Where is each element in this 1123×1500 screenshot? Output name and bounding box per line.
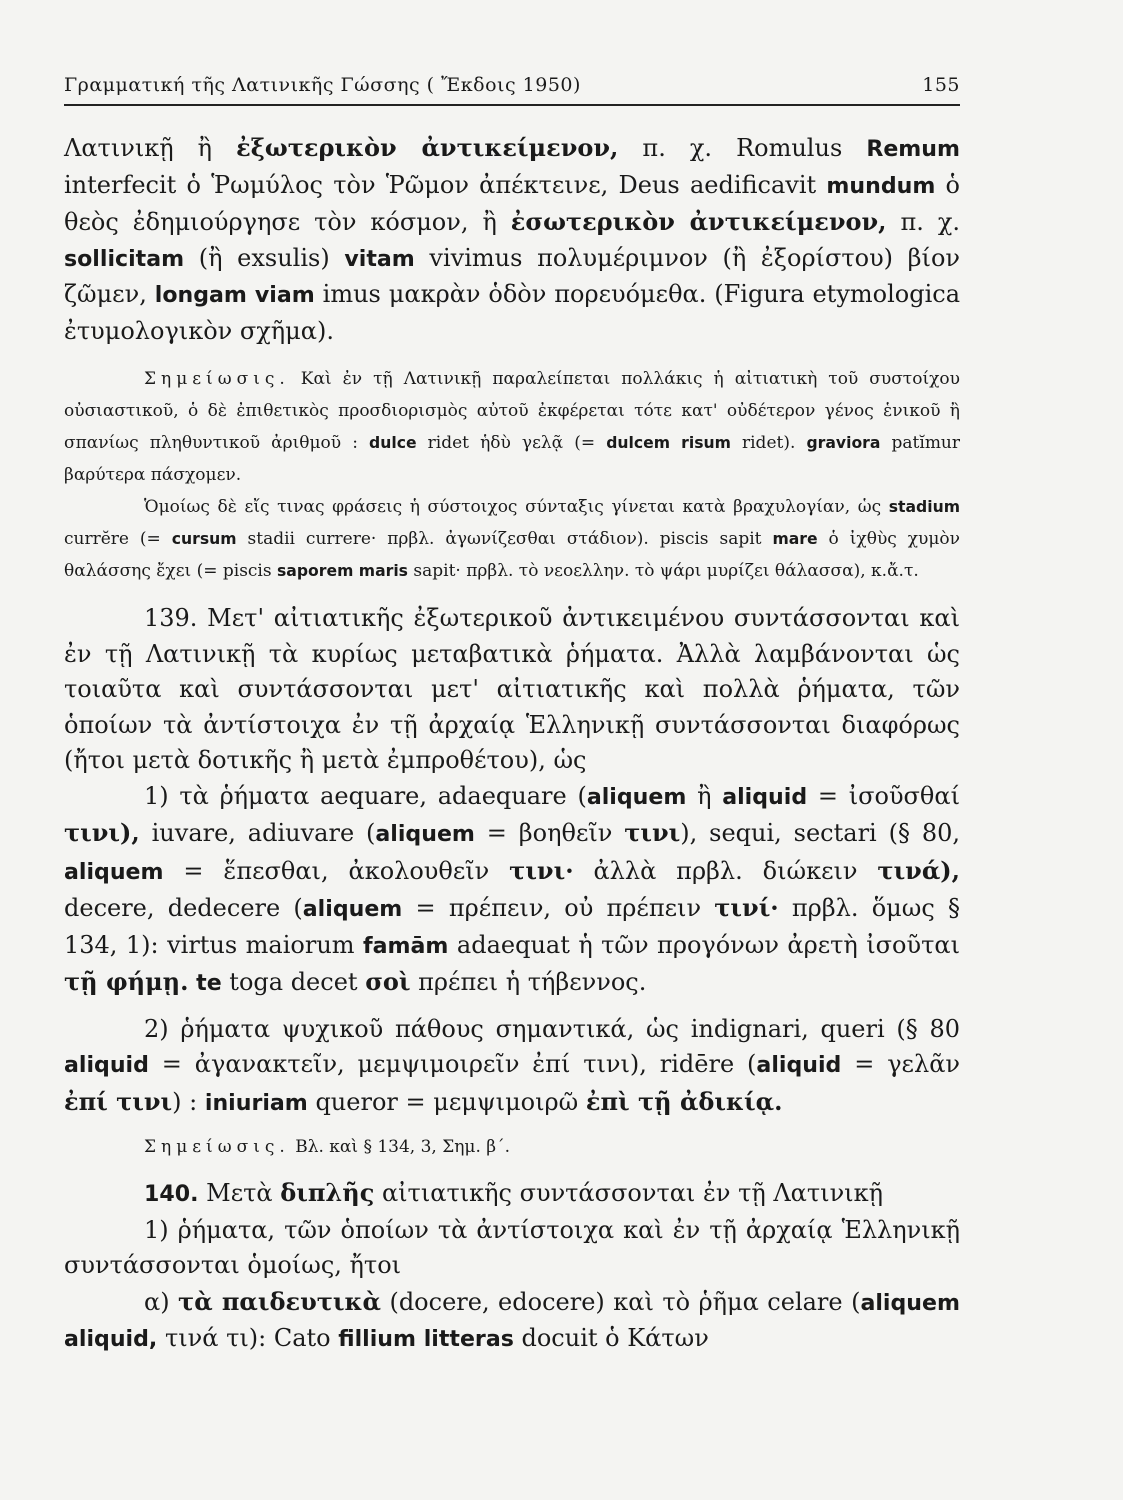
section-number: 140. bbox=[144, 1182, 199, 1207]
note-paragraph: Σημείωσις. Καὶ ἐν τῇ Λατινικῇ παραλείπεται πολλάκις ἡ αἰτιατικὴ τοῦ συστοίχου οὐσιαστικοῦ, ὁ δὲ ἐπιθετικὸς προσδιορισμὸς αὐτοῦ ἐκφέρεται τότε κατ' οὐδέτερον γένος ἑνικοῦ ἢ σπανίως πληθυντικοῦ ἀριθμοῦ : dulce ridet ἡδὺ γελᾷ (= dulcem risum ridet). graviora patĭmur βαρύτερα πάσχομεν. bbox=[64, 369, 961, 485]
section-139-item-1: 1) τὰ ῥήματα aequare, adaequare (aliquem ἢ aliquid = ἰσοῦσθαί τινι), iuvare, adiuvare (aliquem = βοηθεῖν τινι), sequi, sectari (§ 80, aliquem = ἕπεσθαι, ἀκολουθεῖν τινι· ἀλλὰ πρβλ. διώκειν τινά), decere, dedecere (aliquem = πρέπειν, οὐ πρέπειν τινί· πρβλ. ὅμως § 134, 1): virtus maiorum famām adaequat ἡ τῶν προγόνων ἀρετὴ ἰσοῦται τῇ φήμῃ. te toga decet σοὶ πρέπει ἡ τήβεννος. bbox=[64, 781, 961, 996]
page-body bbox=[64, 130, 960, 1358]
section-140-item-1: 1) ῥήματα, τῶν ὁποίων τὰ ἀντίστοιχα καὶ ἐν τῇ ἀρχαίᾳ Ἑλληνικῇ συντάσσονται ὁμοίως, ἤτοι bbox=[64, 1215, 960, 1279]
section-number: 139. bbox=[144, 604, 198, 632]
section-139: 139. Μετ' αἰτιατικῆς ἐξωτερικοῦ ἀντικειμένου συντάσσονται καὶ ἐν τῇ Λατινικῇ τὰ κυρίως μεταβατικὰ ῥήματα. Ἀλλὰ λαμβάνονται ὡς τοιαῦτα καὶ συντάσσονται μετ' αἰτιατικῆς καὶ πολλὰ ῥήματα, τῶν ὁποίων τὰ ἀντίστοιχα ἐν τῇ ἀρχαίᾳ Ἑλληνικῇ συντάσσονται διαφόρως (ἤτοι μετὰ δοτικῆς ἢ μετὰ ἐμπροθέτου), ὡς bbox=[64, 604, 960, 774]
paragraph-objects: Λατινικῇ ἢ ἐξωτερικὸν ἀντικείμενον, π. χ. Romulus Remum interfecit ὁ Ῥωμύλος τὸν Ῥῶμον ἀπέκτεινε, Deus aedificavit mundum ὁ θεὸς ἐδημιούργησε τὸν κόσμον, ἢ ἐσωτερικὸν ἀντικείμενον, π. χ. sollicitam (ἢ exsulis) vitam vivimus πολυμέριμνον (ἢ ἐξορίστου) βίον ζῶμεν, longam viam imus μακρὰν ὁδὸν πορευόμεθα. (Figura etymologica ἐτυμολογικὸν σχῆμα). bbox=[64, 133, 961, 345]
section-139-item-2: 2) ῥήματα ψυχικοῦ πάθους σημαντικά, ὡς indignari, queri (§ 80 aliquid = ἀγανακτεῖν, μεμψιμοιρεῖν ἐπί τινι), ridēre (aliquid = γελᾶν ἐπί τινι) : iniuriam queror = μεμψιμοιρῶ ἐπὶ τῇ ἀδικίᾳ. bbox=[64, 1014, 961, 1116]
page-number: 155 bbox=[922, 74, 960, 96]
running-title: Γραμματική τῆς Λατινικῆς Γώσσης ( Ἔκδοις 1950) bbox=[64, 74, 581, 96]
note-paragraph-3: Σημείωσις. Βλ. καὶ § 134, 3, Σημ. β΄. bbox=[144, 1137, 511, 1157]
running-header bbox=[64, 74, 960, 106]
section-140-item-a: α) τὰ παιδευτικὰ (docere, edocere) καὶ τὸ ῥῆμα celare (aliquem aliquid, τινά τι): Cato fillium litteras docuit ὁ Κάτων bbox=[64, 1286, 960, 1352]
section-140: 140. Μετὰ διπλῆς αἰτιατικῆς συντάσσονται ἐν τῇ Λατινικῇ bbox=[144, 1178, 883, 1207]
note-paragraph-2: Ὁμοίως δὲ εἴς τινας φράσεις ἡ σύστοιχος σύνταξις γίνεται κατὰ βραχυλογίαν, ὡς stadium currĕre (= cursum stadii currere· πρβλ. ἀγωνίζεσθαι στάδιον). piscis sapit mare ὁ ἰχθὺς χυμὸν θαλάσσης ἔχει (= piscis saporem maris sapit· πρβλ. τὸ νεοελλην. τὸ ψάρι μυρίζει θάλασσα), κ.ἄ.τ. bbox=[64, 497, 961, 581]
